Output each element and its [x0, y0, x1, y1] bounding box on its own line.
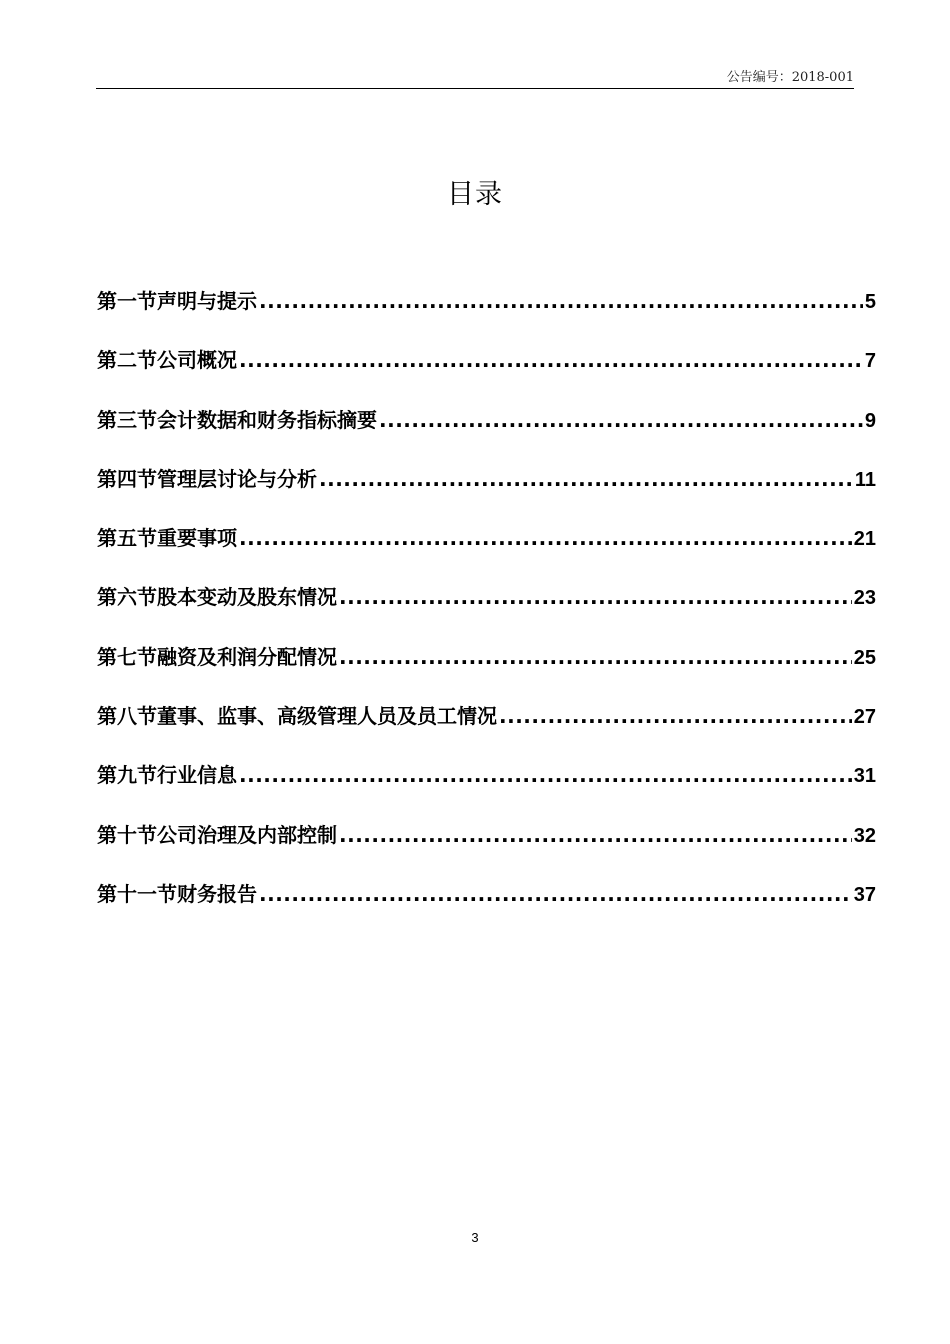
toc-entry-label: 第五节重要事项 [97, 526, 237, 551]
toc-entry-section-6[interactable] [97, 581, 876, 640]
toc-entry-section-4[interactable] [97, 463, 876, 522]
toc-entry-page: 9 [864, 409, 876, 432]
toc-dot-leader [239, 348, 863, 368]
toc-entry-label: 第三节会计数据和财务指标摘要 [97, 407, 377, 432]
toc-entry-section-10[interactable] [97, 819, 876, 878]
toc-entry-label: 第七节融资及利润分配情况 [97, 644, 337, 669]
toc-entry-section-1[interactable] [97, 285, 876, 344]
toc-dot-leader [499, 704, 852, 724]
toc-entry-page: 5 [864, 291, 876, 313]
toc-entry-section-11[interactable] [97, 878, 876, 937]
toc-entry-label: 第六节股本变动及股东情况 [97, 585, 337, 610]
toc-entry-section-2[interactable] [97, 344, 876, 403]
toc-dot-leader [379, 408, 863, 428]
toc-entry-label: 第十节公司治理及内部控制 [97, 822, 337, 847]
toc-entry-page: 32 [853, 824, 876, 847]
toc-dot-leader [339, 823, 852, 843]
toc-entry-page: 27 [853, 706, 876, 729]
toc-dot-leader [339, 645, 852, 665]
toc-entry-label: 第九节行业信息 [97, 763, 237, 788]
toc-title: 目录 [447, 179, 503, 210]
toc-entry-page: 23 [853, 587, 876, 610]
toc-dot-leader [239, 763, 852, 783]
toc-entry-page: 37 [853, 883, 876, 906]
toc-entry-page: 11 [854, 468, 876, 491]
toc-entry-section-5[interactable] [97, 522, 876, 581]
toc-entry-section-9[interactable] [97, 759, 876, 818]
toc-dot-leader [259, 289, 863, 309]
toc-entry-label: 第四节管理层讨论与分析 [97, 466, 317, 491]
toc-dot-leader [339, 585, 852, 605]
toc-entry-label: 第十一节财务报告 [97, 881, 257, 906]
toc-entry-page: 7 [864, 350, 876, 373]
toc-entry-page: 31 [853, 765, 876, 788]
toc-entry-page: 21 [853, 528, 876, 551]
toc-dot-leader [259, 882, 852, 902]
toc-entry-section-8[interactable] [97, 700, 876, 759]
header-divider [96, 88, 854, 89]
toc-entry-label: 第八节董事、监事、高级管理人员及员工情况 [97, 704, 497, 729]
page-number: 3 [471, 1230, 479, 1245]
toc-list [97, 285, 876, 937]
toc-entry-label: 第一节声明与提示 [97, 289, 257, 313]
toc-entry-page: 25 [853, 646, 876, 669]
toc-entry-section-7[interactable] [97, 641, 876, 700]
toc-entry-section-3[interactable] [97, 404, 876, 463]
toc-entry-label: 第二节公司概况 [97, 348, 237, 373]
toc-dot-leader [239, 526, 852, 546]
toc-dot-leader [319, 467, 853, 487]
announcement-code: 公告编号：2018-001 [726, 70, 854, 85]
